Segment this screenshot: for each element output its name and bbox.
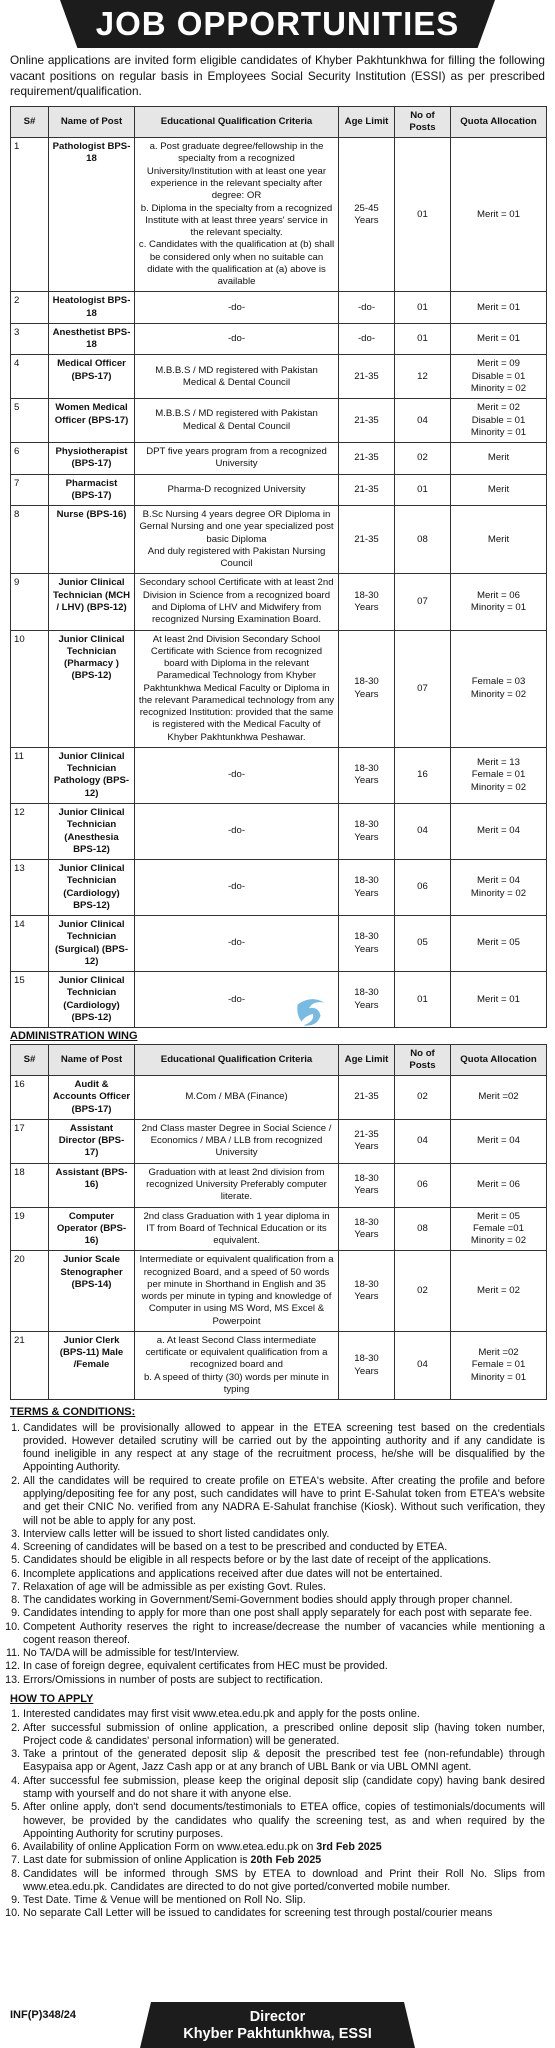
cell-post-name: Computer Operator (BPS-16) <box>49 1207 135 1251</box>
cell-post-name: Heatologist BPS-18 <box>49 292 135 324</box>
cell-quota: Merit = 05 Female =01 Minority = 02 <box>451 1207 547 1251</box>
cell-post-name: Junior Clinical Technician (MCH / LHV) (BPS-12) <box>49 574 135 630</box>
table-row <box>11 630 547 747</box>
cell-criteria: -do- <box>135 292 339 324</box>
terms-item: 10. Competent Authority reserves the right to increase/decrease the number of vacancies while mentioning a cogent reason thereof. <box>23 1621 545 1648</box>
table-row <box>11 443 547 475</box>
cell-post-name: Assistant (BPS-16) <box>49 1163 135 1207</box>
cell-age-limit: 18-30 Years <box>339 860 395 916</box>
header-quota: Quota Allocation <box>451 106 547 138</box>
cell-age-limit: 21-35 Years <box>339 1119 395 1163</box>
cell-post-name: Junior Clinical Technician (Anesthesia BPS-12) <box>49 803 135 859</box>
table-row <box>11 1119 547 1163</box>
cell-age-limit: 18-30 Years <box>339 1331 395 1399</box>
cell-sno: 4 <box>11 355 49 399</box>
admin-jobs-table <box>10 1044 547 1401</box>
admin-header-criteria: Educational Qualification Criteria <box>135 1044 339 1076</box>
how-to-apply-item: 2. After successful submission of online application, a prescribed online deposit slip (having token number, Project code & candidates' personal information) will be generated. <box>23 1722 545 1749</box>
cell-post-name: Nurse (BPS-16) <box>49 506 135 574</box>
cell-sno: 15 <box>11 972 49 1028</box>
how-to-apply-item: 10. No separate Call Letter will be issued to candidates for screening test through postal/courier means <box>23 1907 545 1920</box>
cell-post-name: Junior Clinical Technician Pathology (BPS-12) <box>49 747 135 803</box>
cell-sno: 7 <box>11 474 49 506</box>
cell-sno: 3 <box>11 323 49 355</box>
cell-quota: Merit = 04 <box>451 1119 547 1163</box>
cell-no-of-posts: 06 <box>395 860 451 916</box>
cell-no-of-posts: 01 <box>395 323 451 355</box>
admin-wing-heading: ADMINISTRATION WING <box>10 1030 138 1043</box>
cell-post-name: Pathologist BPS-18 <box>49 138 135 292</box>
table-row <box>11 972 547 1028</box>
cell-post-name: Junior Clinical Technician (Cardiology) (BPS-12) <box>49 972 135 1028</box>
cell-age-limit: 21-35 <box>339 1076 395 1120</box>
cell-no-of-posts: 07 <box>395 630 451 747</box>
cell-no-of-posts: 04 <box>395 803 451 859</box>
cell-quota: Merit = 04 <box>451 803 547 859</box>
cell-sno: 18 <box>11 1163 49 1207</box>
cell-criteria: At least 2nd Division Secondary School Certificate with Science from recognized board with Diploma in the relevant Paramedical Technology from Khyber Pakhtunkhwa Medical Faculty or Diploma in the relevant Paramedical technology from any recognized Institution: provided that the same is registered with the Medical Faculty of Khyber Pakhtunkhwa Peshawar. <box>135 630 339 747</box>
how-to-apply-list <box>10 1708 545 1920</box>
cell-post-name: Medical Officer (BPS-17) <box>49 355 135 399</box>
cell-sno: 1 <box>11 138 49 292</box>
how-to-apply-item: 9. Test Date. Time & Venue will be mentioned on Roll No. Slip. <box>23 1894 545 1907</box>
cell-criteria: a. At least Second Class intermediate certificate or equivalent qualification from a recognized board and b. A speed of thirty (30) words per minute in typing <box>135 1331 339 1399</box>
cell-criteria: B.Sc Nursing 4 years degree OR Diploma in Gernal Nursing and one year specialized post basic Diploma And duly registered with Pakistan Nursing Council <box>135 506 339 574</box>
cell-sno: 11 <box>11 747 49 803</box>
terms-item: 6. Incomplete applications and applications received after due dates will not be entertained. <box>23 1568 545 1581</box>
cell-quota: Merit = 04 Minority = 02 <box>451 860 547 916</box>
cell-criteria: M.B.B.S / MD registered with Pakistan Medical & Dental Council <box>135 355 339 399</box>
cell-no-of-posts: 08 <box>395 506 451 574</box>
cell-quota: Merit <box>451 506 547 574</box>
header-sno: S# <box>11 106 49 138</box>
footer-line-org: Khyber Pakhtunkhwa, ESSI <box>183 2026 372 2043</box>
cell-criteria: -do- <box>135 323 339 355</box>
intro-paragraph: Online applications are invited form eligible candidates of Khyber Pakhtunkhwa for filling the following vacant positions on regular basis in Employees Social Security Institution (ESSI) as per prescribed requirement/qualification. <box>10 53 545 99</box>
cell-no-of-posts: 06 <box>395 1163 451 1207</box>
table-row <box>11 1163 547 1207</box>
cell-sno: 6 <box>11 443 49 475</box>
cell-criteria: 2nd class Graduation with 1 year diploma in IT from Board of Technical Education or its equivalent. <box>135 1207 339 1251</box>
cell-no-of-posts: 08 <box>395 1207 451 1251</box>
cell-sno: 13 <box>11 860 49 916</box>
cell-sno: 14 <box>11 916 49 972</box>
table-row <box>11 1251 547 1332</box>
cell-criteria: M.Com / MBA (Finance) <box>135 1076 339 1120</box>
header-posts: No of Posts <box>395 106 451 138</box>
cell-quota: Merit <box>451 443 547 475</box>
terms-item: 7. Relaxation of age will be admissible as per existing Govt. Rules. <box>23 1581 545 1594</box>
cell-quota: Merit = 01 <box>451 972 547 1028</box>
cell-criteria: Graduation with at least 2nd division from recognized University Preferably computer literate. <box>135 1163 339 1207</box>
cell-post-name: Women Medical Officer (BPS-17) <box>49 399 135 443</box>
cell-post-name: Audit & Accounts Officer (BPS-17) <box>49 1076 135 1120</box>
cell-criteria: Intermediate or equivalent qualification from a recognized Board, and a speed of 50 words per minute in Shorthand in English and 35 words per minute in typing and knowledge of Computer in using MS Word, MS Excel & Powerpoint <box>135 1251 339 1332</box>
cell-post-name: Assistant Director (BPS-17) <box>49 1119 135 1163</box>
cell-post-name: Pharmacist (BPS-17) <box>49 474 135 506</box>
terms-item: 3. Interview calls letter will be issued to short listed candidates only. <box>23 1528 545 1541</box>
jobs-table-header <box>11 106 547 138</box>
cell-post-name: Junior Clerk (BPS-11) Male /Female <box>49 1331 135 1399</box>
admin-table-body <box>11 1076 547 1400</box>
cell-sno: 5 <box>11 399 49 443</box>
cell-post-name: Junior Clinical Technician (Surgical) (BPS-12) <box>49 916 135 972</box>
terms-item: 2. All the candidates will be required to create profile on ETEA's website. After creating the profile and before applying/depositing fee for any post, such candidates will have to print E-Sahulat token from ETEA's website and get their CNIC No. verified from any NADRA E-Sahulat franchise (Kiosk). Without such verification, they will not be able to apply for any post. <box>23 1475 545 1528</box>
cell-quota: Merit = 02 <box>451 1251 547 1332</box>
cell-age-limit: 18-30 Years <box>339 1251 395 1332</box>
how-to-apply-item: 1. Interested candidates may first visit www.etea.edu.pk and apply for the posts online. <box>23 1708 545 1721</box>
cell-sno: 9 <box>11 574 49 630</box>
cell-age-limit: 18-30 Years <box>339 803 395 859</box>
cell-sno: 10 <box>11 630 49 747</box>
page-title: JOB OPPORTUNITIES <box>95 5 460 42</box>
header-criteria: Educational Qualification Criteria <box>135 106 339 138</box>
cell-post-name: Junior Clinical Technician (Cardiology) BPS-12) <box>49 860 135 916</box>
how-to-apply-item: 5. After online apply, don't send documents/testimonials to ETEA office, copies of testimonials/documents will however, be provided by the candidates who qualify the screening test, as and when required by the Appointing Authority for scrutiny purposes. <box>23 1801 545 1841</box>
cell-sno: 21 <box>11 1331 49 1399</box>
terms-item: 12. In case of foreign degree, equivalent certificates from HEC must be provided. <box>23 1660 545 1673</box>
watermark-logo-icon <box>292 993 330 1031</box>
terms-item: 5. Candidates should be eligible in all respects before or by the last date of receipt of the applications. <box>23 1554 545 1567</box>
cell-criteria: Pharma-D recognized University <box>135 474 339 506</box>
cell-age-limit: -do- <box>339 323 395 355</box>
cell-no-of-posts: 16 <box>395 747 451 803</box>
cell-no-of-posts: 02 <box>395 1076 451 1120</box>
last-date-item-date: 20th Feb 2025 <box>250 1854 322 1867</box>
cell-post-name: Junior Scale Stenographer (BPS-14) <box>49 1251 135 1332</box>
cell-sno: 16 <box>11 1076 49 1120</box>
terms-item: 13. Errors/Omissions in number of posts are subject to rectification. <box>23 1674 545 1687</box>
last-date-item-text: Last date for submission of online Application is <box>23 1854 251 1867</box>
cell-post-name: Anesthetist BPS-18 <box>49 323 135 355</box>
cell-no-of-posts: 05 <box>395 916 451 972</box>
cell-age-limit: 18-30 Years <box>339 574 395 630</box>
table-row <box>11 138 547 292</box>
table-row <box>11 292 547 324</box>
cell-criteria: M.B.B.S / MD registered with Pakistan Medical & Dental Council <box>135 399 339 443</box>
availability-date-item-text: Availability of online Application Form on www.etea.edu.pk on <box>23 1841 317 1854</box>
header-age: Age Limit <box>339 106 395 138</box>
cell-age-limit: 18-30 Years <box>339 972 395 1028</box>
how-to-apply-item: 8. Candidates will be informed through SMS by ETEA to download and Print their Roll No. Slips from www.etea.edu.pk. Candidates are directed to do not give ported/converted mobile number. <box>23 1868 545 1895</box>
header-post: Name of Post <box>49 106 135 138</box>
cell-age-limit: 21-35 <box>339 399 395 443</box>
cell-sno: 19 <box>11 1207 49 1251</box>
cell-no-of-posts: 01 <box>395 972 451 1028</box>
cell-criteria: Secondary school Certificate with at least 2nd Division in Science from a recognized board and Diploma of LHV and Midwifery from recognized Nursing Examination Board. <box>135 574 339 630</box>
reference-number: INF(P)348/24 <box>10 2008 77 2021</box>
cell-criteria: -do- <box>135 972 339 1028</box>
table-row <box>11 323 547 355</box>
cell-quota: Female = 03 Minority = 02 <box>451 630 547 747</box>
table-row <box>11 860 547 916</box>
table-row <box>11 916 547 972</box>
admin-header-posts: No of Posts <box>395 1044 451 1076</box>
cell-no-of-posts: 02 <box>395 1251 451 1332</box>
terms-item: 4. Screening of candidates will be based on a test to be prescribed and conducted by ETEA. <box>23 1541 545 1554</box>
admin-table-header <box>11 1044 547 1076</box>
table-row <box>11 399 547 443</box>
cell-criteria: -do- <box>135 803 339 859</box>
footer-line-director: Director <box>249 2008 306 2025</box>
cell-post-name: Physiotherapist (BPS-17) <box>49 443 135 475</box>
cell-quota: Merit = 06 Minority = 01 <box>451 574 547 630</box>
admin-header-age: Age Limit <box>339 1044 395 1076</box>
terms-item: 9. Candidates intending to apply for more than one post shall apply separately for each post with separate fee. <box>23 1607 545 1620</box>
cell-no-of-posts: 01 <box>395 138 451 292</box>
cell-sno: 20 <box>11 1251 49 1332</box>
terms-list <box>10 1422 545 1687</box>
cell-age-limit: 18-30 Years <box>339 1207 395 1251</box>
cell-age-limit: 18-30 Years <box>339 1163 395 1207</box>
terms-heading: TERMS & CONDITIONS: <box>10 1406 136 1419</box>
jobs-table <box>10 106 547 1029</box>
terms-item: 8. The candidates working in Government/Semi-Government bodies should apply through proper channel. <box>23 1594 545 1607</box>
cell-criteria: -do- <box>135 747 339 803</box>
cell-quota: Merit = 02 Disable = 01 Minority = 01 <box>451 399 547 443</box>
cell-quota: Merit = 05 <box>451 916 547 972</box>
cell-post-name: Junior Clinical Technician (Pharmacy ) (BPS-12) <box>49 630 135 747</box>
admin-header-sno: S# <box>11 1044 49 1076</box>
cell-criteria: DPT five years program from a recognized University <box>135 443 339 475</box>
cell-sno: 12 <box>11 803 49 859</box>
cell-quota: Merit = 06 <box>451 1163 547 1207</box>
admin-header-post: Name of Post <box>49 1044 135 1076</box>
title-banner <box>0 0 555 50</box>
cell-quota: Merit =02 Female = 01 Minority = 01 <box>451 1331 547 1399</box>
cell-age-limit: 21-35 <box>339 355 395 399</box>
cell-age-limit: 18-30 Years <box>339 916 395 972</box>
cell-no-of-posts: 01 <box>395 474 451 506</box>
how-to-apply-item: 4. After successful fee submission, please keep the original deposit slip (candidate copy) having bank desired stamp with yourself and do not share it with anyone else. <box>23 1775 545 1802</box>
table-row <box>11 1207 547 1251</box>
last-date-item <box>23 1854 545 1867</box>
how-to-apply-heading: HOW TO APPLY <box>10 1692 94 1705</box>
table-row <box>11 803 547 859</box>
cell-quota: Merit = 09 Disable = 01 Minority = 02 <box>451 355 547 399</box>
cell-age-limit: 25-45 Years <box>339 138 395 292</box>
table-row <box>11 747 547 803</box>
cell-quota: Merit = 13 Female = 01 Minority = 02 <box>451 747 547 803</box>
cell-age-limit: 21-35 <box>339 474 395 506</box>
availability-date-item <box>23 1841 545 1854</box>
cell-quota: Merit =02 <box>451 1076 547 1120</box>
cell-sno: 8 <box>11 506 49 574</box>
cell-age-limit: 21-35 <box>339 506 395 574</box>
cell-no-of-posts: 12 <box>395 355 451 399</box>
cell-quota: Merit = 01 <box>451 138 547 292</box>
footer <box>0 2002 555 2048</box>
table-row <box>11 355 547 399</box>
cell-sno: 2 <box>11 292 49 324</box>
cell-age-limit: 21-35 <box>339 443 395 475</box>
cell-no-of-posts: 02 <box>395 443 451 475</box>
table-row <box>11 506 547 574</box>
table-row <box>11 474 547 506</box>
cell-age-limit: -do- <box>339 292 395 324</box>
table-row <box>11 574 547 630</box>
cell-age-limit: 18-30 Years <box>339 747 395 803</box>
cell-no-of-posts: 04 <box>395 1119 451 1163</box>
table-row <box>11 1331 547 1399</box>
footer-signature <box>0 2009 555 2044</box>
admin-header-quota: Quota Allocation <box>451 1044 547 1076</box>
cell-quota: Merit = 01 <box>451 292 547 324</box>
terms-item: 1. Candidates will be provisionally allowed to appear in the ETEA screening test based on the credentials provided. However detailed scrutiny will be carried out by the appointing authority and if any candidate is found ineligible in any respect at any stage of the recruitment process, he/she will be disqualified by the Appointing Authority. <box>23 1422 545 1475</box>
cell-criteria: -do- <box>135 916 339 972</box>
cell-age-limit: 18-30 Years <box>339 630 395 747</box>
cell-quota: Merit <box>451 474 547 506</box>
cell-criteria: -do- <box>135 860 339 916</box>
how-to-apply-item: 3. Take a printout of the generated deposit slip & deposit the prescribed test fee (non-refundable) through Easypaisa app or Agent, Jazz Cash app or at any branch of UBL Bank or via UBL OMNI agent. <box>23 1748 545 1775</box>
cell-sno: 17 <box>11 1119 49 1163</box>
cell-no-of-posts: 07 <box>395 574 451 630</box>
table-row <box>11 1076 547 1120</box>
cell-quota: Merit = 01 <box>451 323 547 355</box>
cell-no-of-posts: 04 <box>395 1331 451 1399</box>
jobs-table-body <box>11 138 547 1028</box>
terms-item: 11. No TA/DA will be admissible for test/Interview. <box>23 1647 545 1660</box>
cell-no-of-posts: 04 <box>395 399 451 443</box>
cell-criteria: 2nd Class master Degree in Social Science / Economics / MBA / LLB from recognized University <box>135 1119 339 1163</box>
cell-no-of-posts: 01 <box>395 292 451 324</box>
availability-date-item-date: 3rd Feb 2025 <box>316 1841 382 1854</box>
cell-criteria: a. Post graduate degree/fellowship in the specialty from a recognized University/Institution with at least one year experience in the relevant specialty after degree: OR b. Diploma in the specialty from a recognized Institute with at least three years' service in the relevant specialty. c. Candidates with the qualification at (b) shall be considered only when no suitable can didate with the qualification at (a) above is available <box>135 138 339 292</box>
